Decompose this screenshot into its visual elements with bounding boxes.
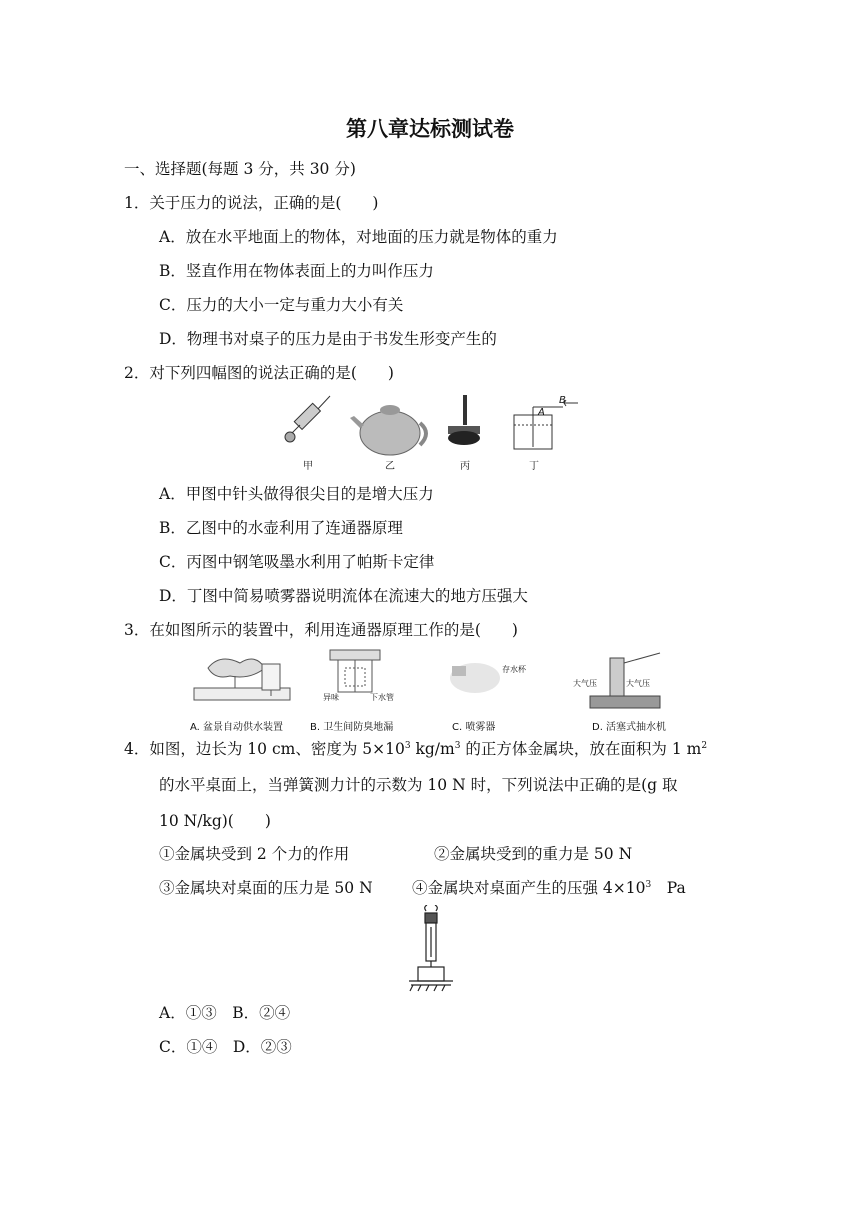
q2-stem: 2．对下列四幅图的说法正确的是( ) [124, 364, 394, 382]
fig-label-atm-left: 大气压 [573, 679, 597, 688]
fig-letter-b: B [559, 395, 566, 406]
q2-option-a: A．甲图中针头做得很尖目的是增大压力 [159, 485, 434, 503]
q2-option-b: B．乙图中的水壶利用了连通器原理 [159, 519, 403, 537]
fig-label-ding: 丁 [529, 461, 539, 472]
fig-label-atm-right: 大气压 [626, 679, 650, 688]
fig-label-yi: 乙 [385, 461, 395, 472]
sprayer-image [514, 400, 578, 449]
syringe-image [285, 396, 330, 442]
spring-scale-image [409, 905, 453, 991]
caption-b: B. 卫生间防臭地漏 [310, 722, 394, 733]
fig-label-xiashuiguan: 下水管 [370, 693, 394, 702]
q4-statement-1: ①金属块受到 2 个力的作用 [159, 845, 350, 863]
fig-label-bing: 丙 [460, 461, 470, 472]
q1-option-a: A．放在水平地面上的物体，对地面的压力就是物体的重力 [159, 228, 558, 246]
caption-a: A. 盆景自动供水装置 [190, 722, 284, 733]
fig-label-cunshuibei: 存水杯 [502, 665, 526, 674]
fig-label-jia: 甲 [303, 461, 313, 472]
q1-option-c: C．压力的大小一定与重力大小有关 [159, 296, 404, 314]
caption-d: D. 活塞式抽水机 [592, 722, 667, 733]
section-heading: 一、选择题(每题 3 分，共 30 分) [124, 160, 356, 178]
fig-label-yiwei: 异味 [323, 693, 339, 702]
floor-drain-image [330, 650, 380, 692]
fig-letter-a: A [538, 407, 545, 418]
q4-statement-4: ④金属块对桌面产生的压强 $4\times 10^3$ Pa [412, 879, 686, 897]
q4-statement-2: ②金属块受到的重力是 50 N [434, 845, 633, 863]
q2-option-d: D．丁图中简易喷雾器说明流体在流速大的地方压强大 [159, 587, 528, 605]
pen-ink-image [448, 395, 480, 445]
sprayer-hand-image [450, 663, 500, 693]
q3-stem: 3．在如图所示的装置中，利用连通器原理工作的是( ) [124, 621, 518, 639]
q1-stem: 1．关于压力的说法，正确的是( ) [124, 194, 379, 212]
q4-options-ab: A．①③ B．②④ [159, 1004, 291, 1022]
q2-option-c: C．丙图中钢笔吸墨水利用了帕斯卡定律 [159, 553, 435, 571]
q1-option-d: D．物理书对桌子的压力是由于书发生形变产生的 [159, 330, 497, 348]
q3-figure [190, 648, 710, 734]
page-title: 第八章达标测试卷 [346, 117, 514, 141]
q4-line1: 4．如图，边长为 10 cm、密度为 $5\times 10^3$ $kg/m^3$ 的正方体金属块，放在面积为 1 $m^2$ [124, 740, 708, 758]
q2-figure [280, 393, 590, 471]
q4-options-cd: C．①④ D．②③ [159, 1038, 292, 1056]
bonsai-image [194, 659, 290, 700]
q4-line3: 10 N/kg)( ) [159, 812, 271, 830]
teapot-image [350, 405, 426, 455]
q4-figure [405, 905, 457, 993]
caption-c: C. 喷雾器 [452, 722, 496, 733]
q4-line2: 的水平桌面上，当弹簧测力计的示数为 10 N 时，下列说法中正确的是(g 取 [159, 776, 678, 794]
q4-statement-3: ③金属块对桌面的压力是 50 N [159, 879, 373, 897]
q1-option-b: B．竖直作用在物体表面上的力叫作压力 [159, 262, 434, 280]
